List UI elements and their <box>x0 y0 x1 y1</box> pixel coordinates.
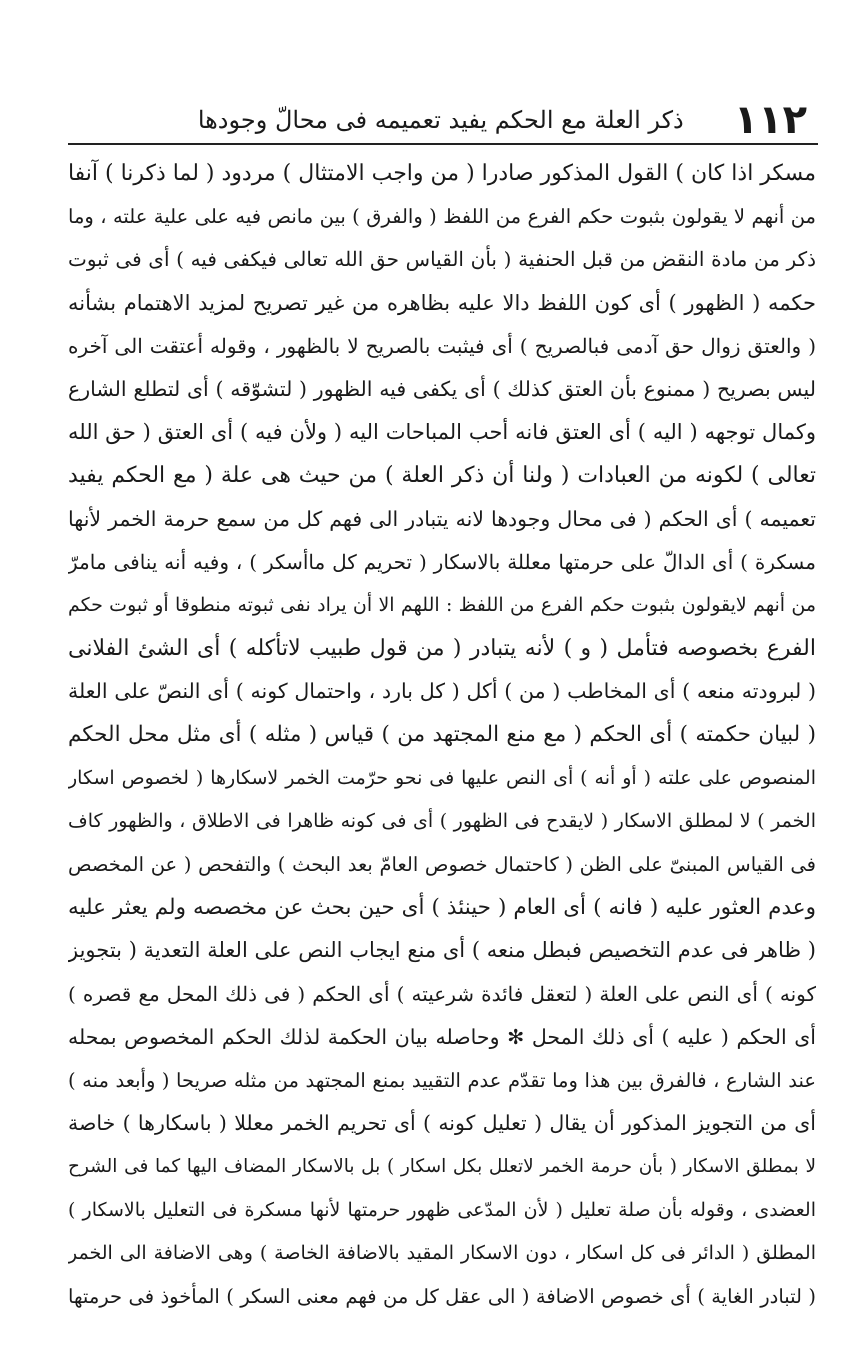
text-line: مسكر اذا كان ) القول المذكور صادرا ( من واجب الامتثال ) مردود ( لما ذكرنا ) آنفا <box>68 161 816 186</box>
text-line: مسكرة ) أى الدالّ على حرمتها معللة بالاسكار ( تحريم كل ماأسكر ) ، وفيه أنه ينافى مامرّ <box>68 549 816 574</box>
header-rule <box>68 143 818 145</box>
text-line: من أنهم لا يقولون بثبوت حكم الفرع من اللفظ ( والفرق ) بين مانص فيه على علية علته ، وما <box>68 205 816 229</box>
text-line: الخمر ) لا لمطلق الاسكار ( لايقدح فى الظهور ) أى فى كونه ظاهرا فى الاطلاق ، والظهور كاف <box>68 809 816 832</box>
text-line: أى الحكم ( عليه ) أى ذلك المحل ✻ وحاصله بيان الحكمة لذلك الحكم المخصوص بمحله <box>68 1024 816 1049</box>
text-line: حكمه ( الظهور ) أى كون اللفظ دالا عليه بظاهره من غير تصريح لمزيد الاهتمام بشأنه <box>68 290 816 315</box>
text-line: المطلق ( الدائر فى كل اسكار ، دون الاسكار المقيد بالاضافة الخاصة ) وهى الاضافة الى الخمر <box>68 1241 816 1264</box>
text-line: الفرع بخصوصه فتأمل ( و ) لأنه يتبادر ( من قول طبيب لاتأكله ) أى الشئ الفلانى <box>68 636 816 662</box>
text-line: ( لبرودته منعه ) أى المخاطب ( من ) أكل ( كل بارد ، واحتمال كونه ) أى النصّ على العلة <box>68 679 816 704</box>
text-line: ( لبيان حكمته ) أى الحكم ( مع منع المجتهد من ) قياس ( مثله ) أى مثل محل الحكم <box>68 722 816 748</box>
text-line: ذكر من مادة النقض من قبل الحنفية ( بأن القياس حق الله تعالى فيكفى فيه ) أى فى ثبوت <box>68 247 816 272</box>
running-title: ذكر العلة مع الحكم يفيد تعميمه فى محالّ وجودها <box>197 106 684 134</box>
text-line: ليس بصريح ( ممنوع بأن العتق كذلك ) أى يكفى فيه الظهور ( لتشوّقه ) أى لتطلع الشارع <box>68 376 816 401</box>
text-line: ( لتبادر الغاية ) أى خصوص الاضافة ( الى عقل كل من فهم معنى السكر ) المأخوذ فى حرمتها <box>68 1284 816 1308</box>
text-line: وعدم العثور عليه ( فانه ) أى العام ( حينئذ ) أى حين بحث عن مخصصه ولم يعثر عليه <box>68 895 816 921</box>
page-number: ١١٢ <box>733 97 807 143</box>
text-line: المنصوص على علته ( أو أنه ) أى النص عليها فى نحو حرّمت الخمر لاسكارها ( لخصوص اسكار <box>68 766 816 789</box>
text-line: لا بمطلق الاسكار ( بأن حرمة الخمر لاتعلل بكل اسكار ) بل بالاسكار المضاف اليها كما فى الشرح <box>68 1156 816 1178</box>
text-line: ( ظاهر فى عدم التخصيص فبطل منعه ) أى منع ايجاب النص على العلة التعدية ( بتجويز <box>68 938 816 963</box>
text-line: كونه ) أى النص على العلة ( لتعقل فائدة شرعيته ) أى الحكم ( فى ذلك المحل مع قصره ) <box>68 981 816 1006</box>
text-line: تعميمه ) أى الحكم ( فى محال وجودها لانه يتبادر الى فهم كل من سمع حرمة الخمر لأنها <box>68 506 816 531</box>
text-line: تعالى ) لكونه من العبادات ( ولنا أن ذكر العلة ) من حيث هى علة ( مع الحكم يفيد <box>68 463 816 489</box>
text-line: وكمال توجهه ( اليه ) أى العتق فانه أحب المباحات اليه ( ولأن فيه ) أى العتق ( حق الله <box>68 420 816 445</box>
text-line: العضدى ، وقوله بأن صلة تعليل ( لأن المدّعى ظهور حرمتها لأنها مسكرة فى التعليل بالاسكار ) <box>68 1198 816 1221</box>
text-line: أى من التجويز المذكور أن يقال ( تعليل كونه ) أى تحريم الخمر معللا ( باسكارها ) خاصة <box>68 1111 816 1136</box>
text-line: من أنهم لايقولون بثبوت حكم الفرع من اللفظ : اللهم الا أن يراد نفى ثبوته منطوقا أو ثبوت حكم <box>68 593 816 616</box>
text-line: فى القياس المبنىّ على الظن ( كاحتمال خصوص العامّ بعد البحث ) والتفحص ( عن المخصص <box>68 853 816 876</box>
body-text <box>68 152 816 1318</box>
page-header <box>70 92 815 142</box>
text-line: عند الشارع ، فالفرق بين هذا وما تقدّم عدم التقييد بمنع المجتهد من مثله صريحا ( وأبعد منه ) <box>68 1068 816 1092</box>
text-line: ( والعتق زوال حق آدمى فبالصريح ) أى فيثبت بالصريح لا بالظهور ، وقوله أعتقت الى آخره <box>68 333 816 358</box>
